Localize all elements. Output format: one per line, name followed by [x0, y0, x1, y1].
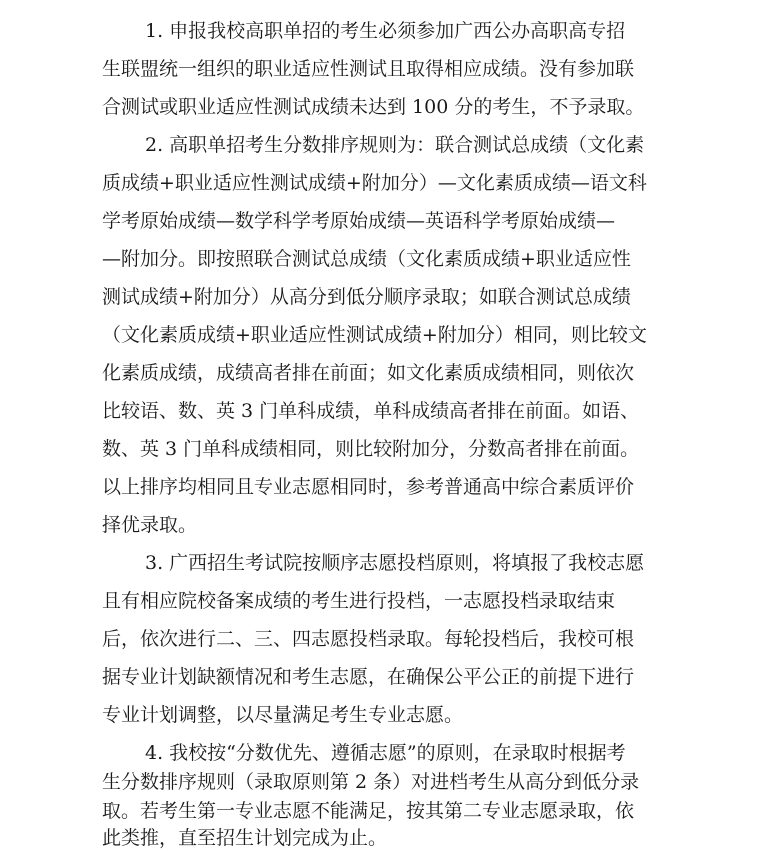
paragraph-2-line-8: 比较语、数、英 3 门单科成绩，单科成绩高者排在前面。如语、	[102, 400, 640, 422]
paragraph-1-line-2: 生联盟统一组织的职业适应性测试且取得相应成绩。没有参加联	[102, 58, 635, 80]
paragraph-3-line-2: 且有相应院校备案成绩的考生进行投档，一志愿投档录取结束	[102, 590, 616, 612]
paragraph-3-line-5: 专业计划调整，以尽量满足考生专业志愿。	[102, 704, 464, 726]
paragraph-3-line-4: 据专业计划缺额情况和考生志愿，在确保公平公正的前提下进行	[102, 666, 635, 688]
paragraph-4-line-1: 4. 我校按“分数优先、遵循志愿”的原则，在录取时根据考	[145, 742, 626, 764]
paragraph-2-line-6: （文化素质成绩+职业适应性测试成绩+附加分）相同，则比较文	[102, 324, 647, 346]
paragraph-2-line-9: 数、英 3 门单科成绩相同，则比较附加分，分数高者排在前面。	[102, 438, 640, 460]
paragraph-4-line-2: 生分数排序规则（录取原则第 2 条）对进档考生从高分到低分录	[102, 771, 640, 793]
paragraph-1-line-3: 合测试或职业适应性测试成绩未达到 100 分的考生，不予录取。	[102, 96, 645, 118]
paragraph-2-line-4: —附加分。即按照联合测试总成绩（文化素质成绩+职业适应性	[102, 248, 631, 270]
paragraph-2-line-7: 化素质成绩，成绩高者排在前面；如文化素质成绩相同，则依次	[102, 362, 635, 384]
paragraph-4-line-4: 此类推，直至招生计划完成为止。	[102, 827, 388, 849]
paragraph-2-line-3: 学考原始成绩—数学科学考原始成绩—英语科学考原始成绩—	[102, 210, 616, 232]
paragraph-3-line-3: 后，依次进行二、三、四志愿投档录取。每轮投档后，我校可根	[102, 628, 635, 650]
paragraph-2-line-1: 2. 高职单招考生分数排序规则为：联合测试总成绩（文化素	[145, 134, 645, 156]
paragraph-4-line-3: 取。若考生第一专业志愿不能满足，按其第二专业志愿录取，依	[102, 800, 635, 822]
paragraph-2-line-11: 择优录取。	[102, 514, 198, 536]
paragraph-3-line-1: 3. 广西招生考试院按顺序志愿投档原则，将填报了我校志愿	[145, 552, 645, 574]
paragraph-2-line-2: 质成绩+职业适应性测试成绩+附加分）—文化素质成绩—语文科	[102, 172, 647, 194]
paragraph-2-line-10: 以上排序均相同且专业志愿相同时，参考普通高中综合素质评价	[102, 476, 635, 498]
paragraph-1-line-1: 1. 申报我校高职单招的考生必须参加广西公办高职高专招	[145, 20, 626, 42]
paragraph-2-line-5: 测试成绩+附加分）从高分到低分顺序录取；如联合测试总成绩	[102, 286, 631, 308]
